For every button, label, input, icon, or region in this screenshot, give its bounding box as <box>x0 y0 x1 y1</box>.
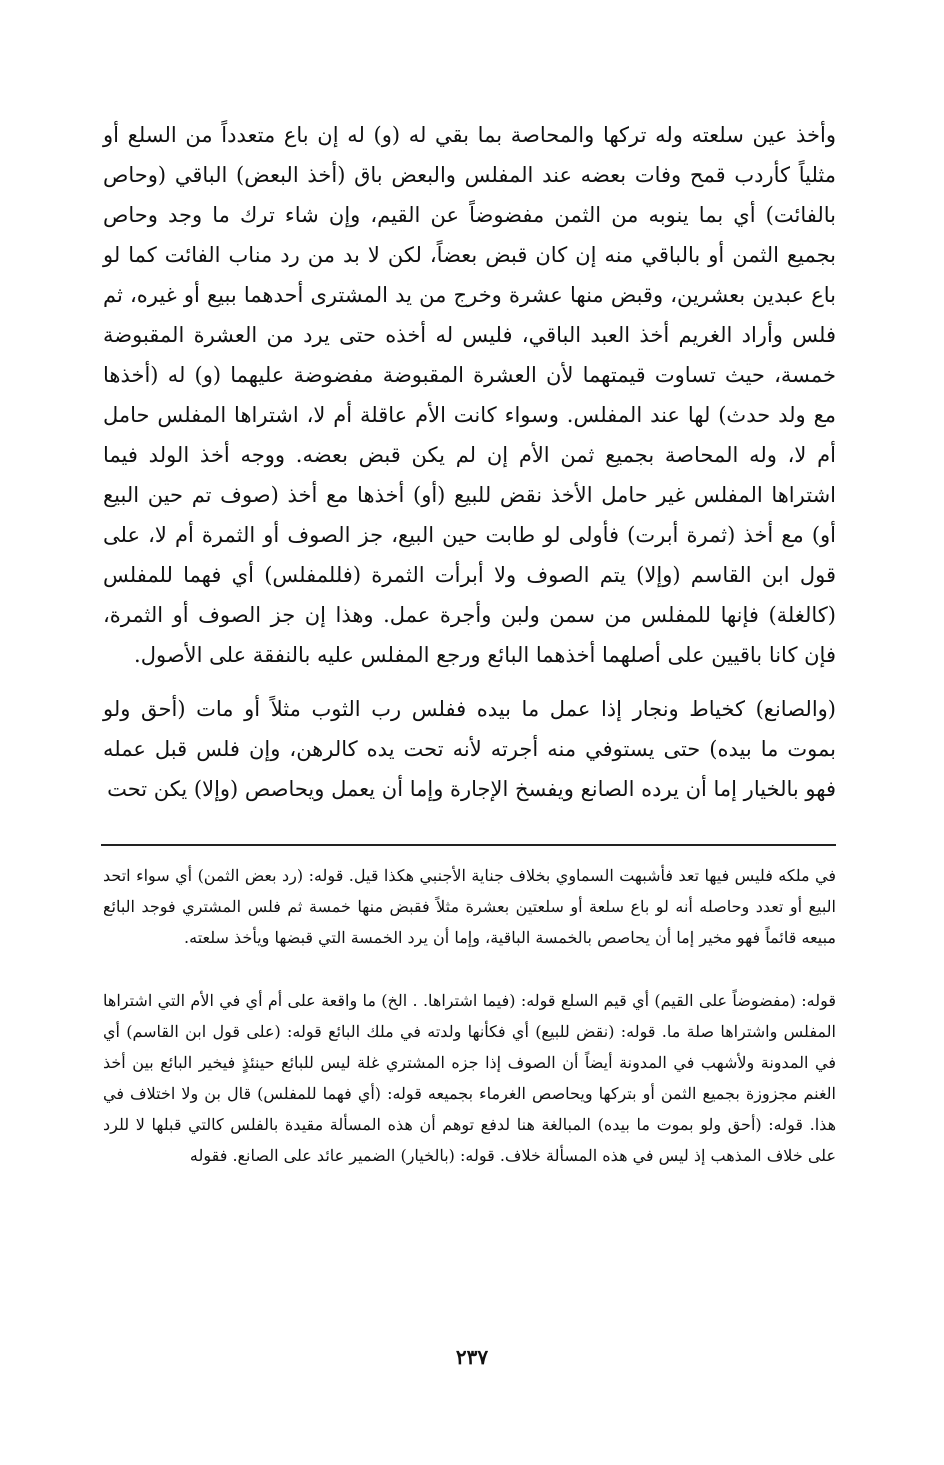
footnote-separator <box>101 844 836 846</box>
footnote-1: في ملكه فليس فيها تعد فأشبهت السماوي بخلاف جناية الأجنبي هكذا قيل. قوله: (رد بعض الثمن) أي سواء اتحد البيع أو تعدد وحاصله أنه لو باع سلعة أو سلعتين بعشرة مثلاً فقبض منها خمسة ثم فلس المشتري فوجد البائع مبيعه قائماً فهو مخير إما أن يحاصص بالخمسة الباقية، وإما أن يرد الخمسة التي قبضها ويأخذ سلعته. <box>103 866 837 947</box>
footnote-2: قوله: (مفضوضاً على القيم) أي قيم السلع قوله: (فيما اشتراها. . الخ) ما واقعة على أم أي في الأم التي اشتراها المفلس واشتراها صلة ما. قوله: (نقض للبيع) أي فكأنها ولدته في ملك البائع قوله: (على قول ابن القاسم) أي في المدونة ولأشهب في المدونة أيضاً أن الصوف إذا جزه المشتري غلة ليس للبائع حينئذٍ فيخير البائع بين أخذ الغنم مجزوزة بجميع الثمن أو بتركها ويحاصص الغرماء بجميعه قوله: (أي فهما للمفلس) قال بن ولا اختلاف في هذا. قوله: (أحق ولو بموت ما بيده) المبالغة هنا لدفع توهم أن هذه المسألة مقيدة بالفلس كالتي قبلها لا للرد على خلاف المذهب إذ ليس في هذه المسألة خلاف. قوله: (بالخيار) الضمير عائد على الصانع. فقوله <box>103 991 837 1165</box>
main-paragraph-1: وأخذ عين سلعته وله تركها والمحاصة بما بقي له (و) له إن باع متعدداً من السلع أو مثلياً كأردب قمح وفات بعضه عند المفلس والبعض باق (أخذ البعض) الباقي (وحاص بالفائت) أي بما ينوبه من الثمن مفضوضاً عن القيم، وإن شاء ترك ما وجد وحاص بجميع الثمن أو بالباقي منه إن كان قبض بعضاً، لكن لا بد من رد مناب الفائت كما لو باع عبدين بعشرين، وقبض منها عشرة وخرج من يد المشترى أحدهما ببيع أو غيره، ثم فلس وأراد الغريم أخذ العبد الباقي، فليس له أخذه حتى يرد من العشرة المقبوضة خمسة، حيث تساوت قيمتهما لأن العشرة المقبوضة مفضوضة عليهما (و) له (أخذها مع ولد حدث) لها عند المفلس. وسواء كانت الأم عاقلة أم لا، اشتراها المفلس حامل أم لا، وله المحاصة بجميع ثمن الأم إن لم يكن قبض بعضه. ووجه أخذ الولد فيما اشتراها المفلس غير حامل الأخذ نقض للبيع (أو) أخذها مع أخذ (صوف تم حين البيع أو) مع أخذ (ثمرة أبرت) فأولى لو طابت حين البيع، جز الصوف أو الثمرة أم لا، على قول ابن القاسم (وإلا) يتم الصوف ولا أبرأت الثمرة (فللمفلس) أي فهما للمفلس (كالغلة) فإنها للمفلس من سمن ولبن وأجرة عمل. وهذا إن جز الصوف أو الثمرة، فإن كانا باقيين على أصلهما أخذهما البائع ورجع المفلس عليه بالنفقة على الأصول. <box>103 123 836 667</box>
page-number: ٢٣٧ <box>455 1345 489 1369</box>
footnotes <box>103 860 836 1171</box>
main-paragraph-2: (والصانع) كخياط ونجار إذا عمل ما بيده ففلس رب الثوب مثلاً أو مات (أحق ولو بموت ما بيده) حتى يستوفي منه أجرته لأنه تحت يده كالرهن، وإن فلس قبل عمله فهو بالخيار إما أن يرده الصانع ويفسخ الإجارة وإما أن يعمل ويحاصص (وإلا) يكن تحت <box>103 697 836 801</box>
main-text <box>103 115 836 809</box>
